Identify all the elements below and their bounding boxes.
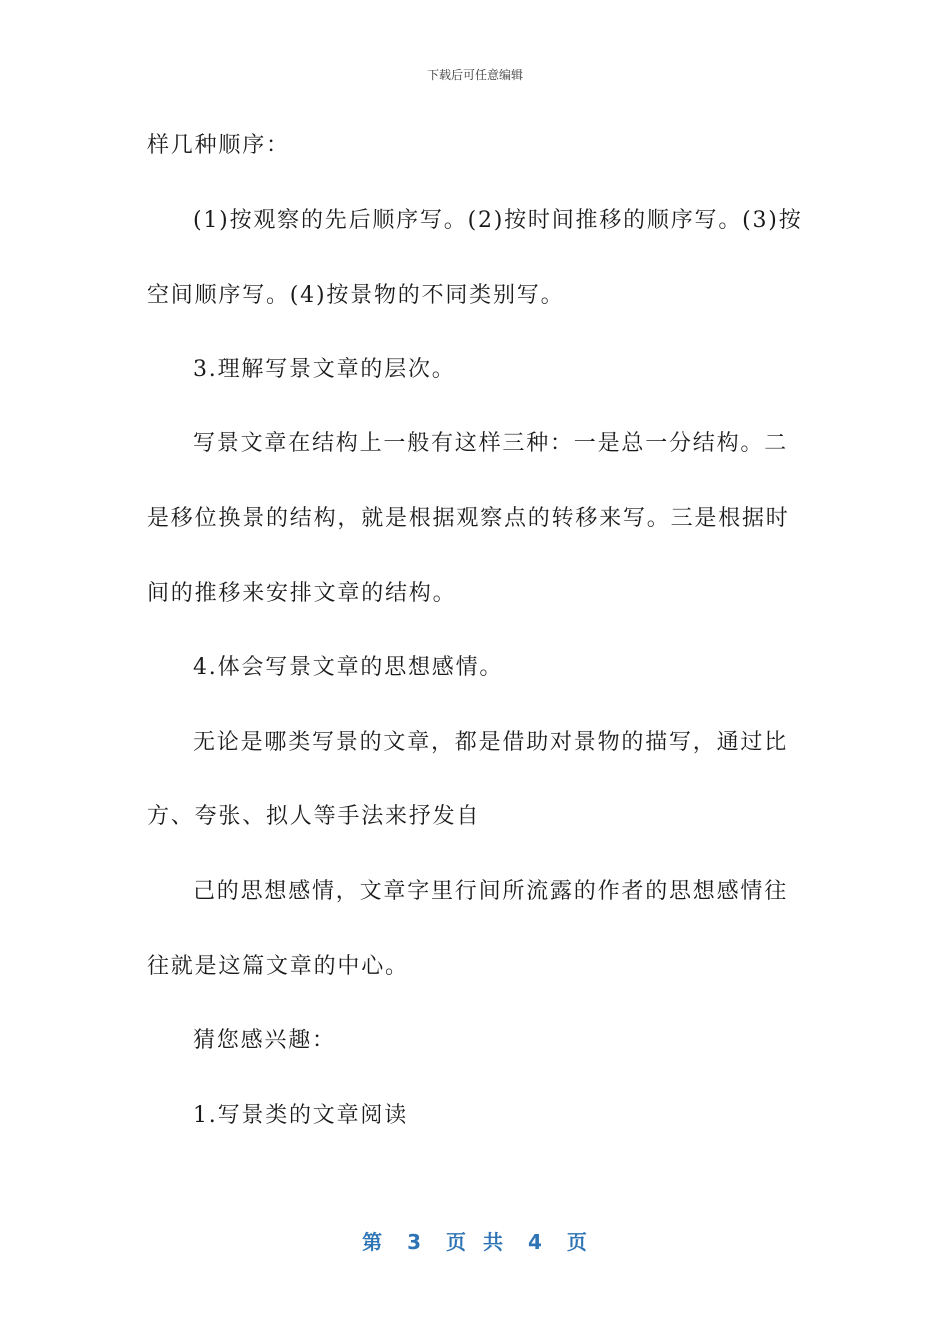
body-line: 无论是哪类写景的文章，都是借助对景物的描写，通过比: [193, 730, 789, 755]
page-footer: [0, 1226, 950, 1255]
total-page-number: 4: [527, 1230, 543, 1254]
page-header: 下载后可任意编辑: [426, 68, 523, 82]
body-line: 样几种顺序：: [147, 133, 290, 158]
body-line: 空间顺序写。(4)按景物的不同类别写。: [147, 283, 565, 308]
body-line: 是移位换景的结构，就是根据观察点的转移来写。三是根据时: [147, 506, 790, 531]
body-line: 方、夸张、拟人等手法来抒发自: [147, 804, 481, 829]
body-line: (1)按观察的先后顺序写。(2)按时间推移的顺序写。(3)按: [193, 208, 803, 233]
body-line: 往就是这篇文章的中心。: [147, 954, 409, 979]
section-heading: 猜您感兴趣：: [193, 1028, 336, 1053]
section-heading: 3.理解写景文章的层次。: [193, 357, 456, 382]
body-line: 1.写景类的文章阅读: [193, 1103, 408, 1128]
end-label: 页: [566, 1230, 588, 1254]
body-line: 间的推移来安排文章的结构。: [147, 581, 457, 606]
total-label: 页 共: [446, 1230, 504, 1254]
current-page-number: 3: [407, 1230, 423, 1254]
section-heading: 4.体会写景文章的思想感情。: [193, 655, 504, 680]
body-line: 写景文章在结构上一般有这样三种：一是总一分结构。二: [193, 431, 789, 456]
page-label: 第: [362, 1230, 384, 1254]
body-line: 己的思想感情，文章字里行间所流露的作者的思想感情往: [193, 879, 789, 904]
